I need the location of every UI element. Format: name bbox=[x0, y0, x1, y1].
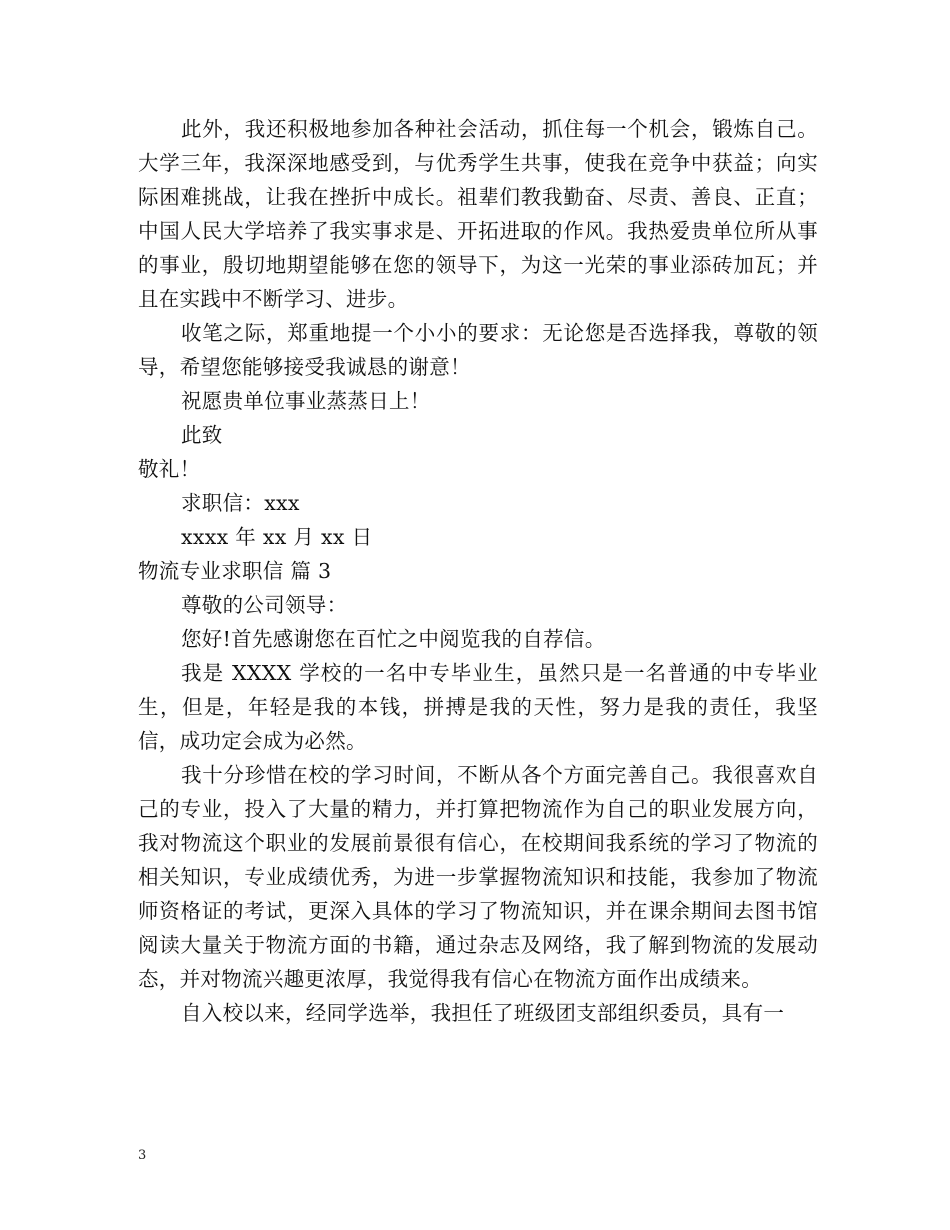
paragraph-regards: 敬礼！ bbox=[138, 457, 201, 481]
paragraph-greeting: 尊敬的公司领导： bbox=[181, 593, 348, 617]
paragraph-class-role: 自入校以来，经同学选举，我担任了班级团支部组织委员，具有一 bbox=[181, 1001, 785, 1025]
document-body bbox=[138, 112, 818, 1030]
section-heading: 物流专业求职信 篇 3 bbox=[138, 559, 332, 583]
paragraph-signature: 求职信：xxx bbox=[181, 491, 300, 515]
paragraph-salutation: 此致 bbox=[181, 423, 223, 447]
paragraph-social-activities: 此外，我还积极地参加各种社会活动，抓住每一个机会，锻炼自己。大学三年，我深深地感受到，与优秀学生共事，使我在竞争中获益；向实际困难挑战，让我在挫折中成长。祖辈们教我勤奋、尽责、善良、正直；中国人民大学培养了我实事求是、开拓进取的作风。我热爱贵单位所从事的事业，殷切地期望能够在您的领导下，为这一光荣的事业添砖加瓦；并且在实践中不断学习、进步。 bbox=[138, 117, 818, 311]
paragraph-self-intro: 我是 XXXX 学校的一名中专毕业生，虽然只是一名普通的中专毕业生，但是，年轻是我的本钱，拼搏是我的天性，努力是我的责任，我坚信，成功定会成为必然。 bbox=[138, 661, 818, 753]
paragraph-wishes: 祝愿贵单位事业蒸蒸日上！ bbox=[181, 389, 431, 413]
paragraph-closing-request: 收笔之际，郑重地提一个小小的要求：无论您是否选择我，尊敬的领导，希望您能够接受我诚恳的谢意！ bbox=[138, 321, 818, 379]
page-number: 3 bbox=[138, 1148, 147, 1163]
paragraph-study: 我十分珍惜在校的学习时间，不断从各个方面完善自己。我很喜欢自己的专业，投入了大量的精力，并打算把物流作为自己的职业发展方向，我对物流这个职业的发展前景很有信心，在校期间我系统的学习了物流的相关知识，专业成绩优秀，为进一步掌握物流知识和技能，我参加了物流师资格证的考试，更深入具体的学习了物流知识，并在课余期间去图书馆阅读大量关于物流方面的书籍，通过杂志及网络，我了解到物流的发展动态，并对物流兴趣更浓厚，我觉得我有信心在物流方面作出成绩来。 bbox=[138, 763, 818, 991]
paragraph-intro-thanks: 您好!首先感谢您在百忙之中阅览我的自荐信。 bbox=[181, 627, 606, 651]
paragraph-date: xxxx 年 xx 月 xx 日 bbox=[181, 525, 373, 549]
